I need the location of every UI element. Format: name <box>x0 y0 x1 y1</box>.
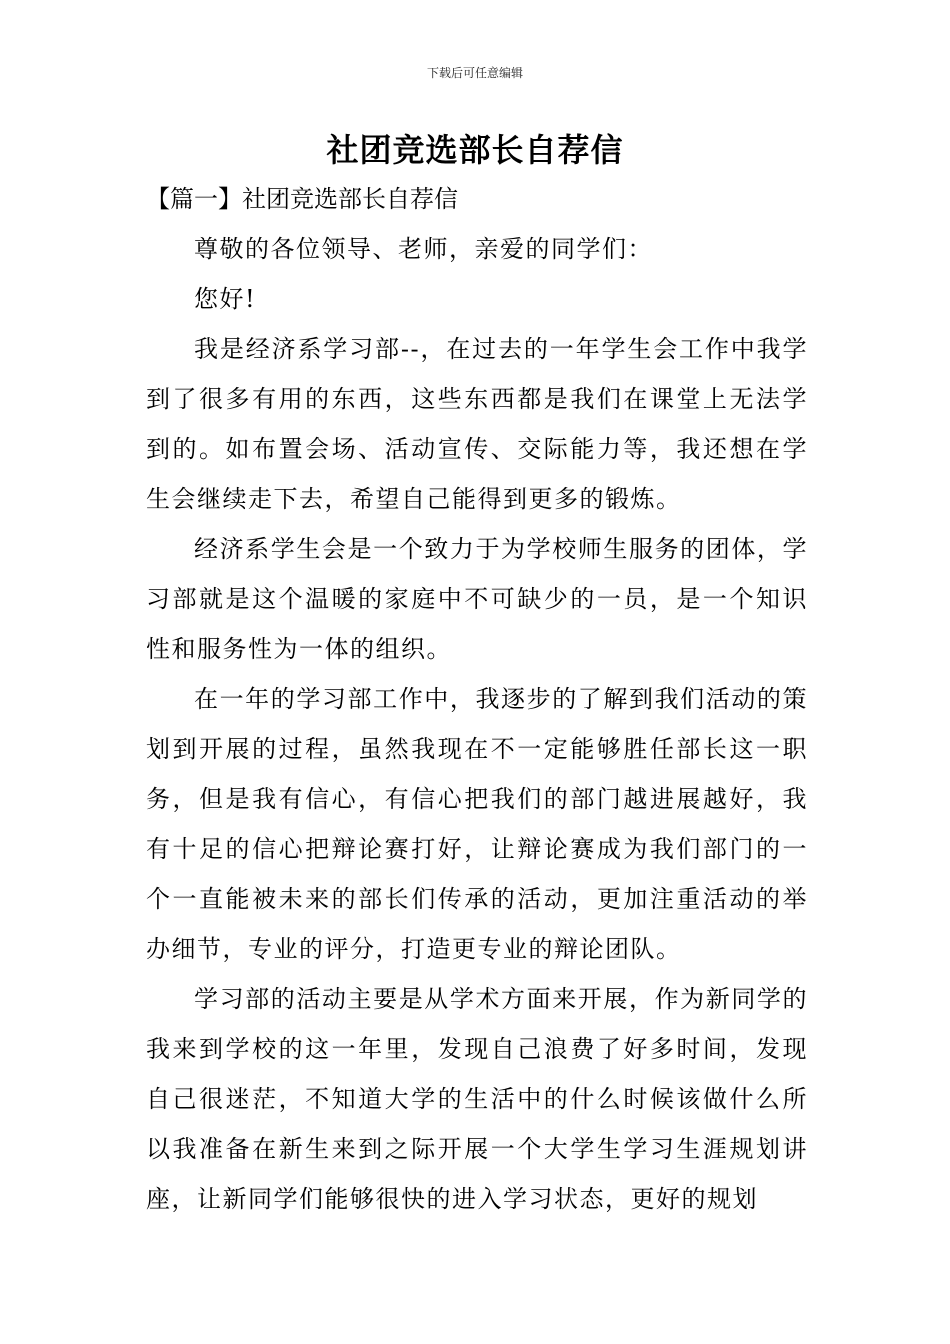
salutation: 尊敬的各位领导、老师，亲爱的同学们： <box>194 235 653 263</box>
body-paragraph: 我是经济系学习部--，在过去的一年学生会工作中我学到了很多有用的东西，这些东西都是我们在课堂上无法学到的。如布置会场、活动宣传、交际能力等，我还想在学生会继续走下去，希望自己能得到更多的锻炼。 <box>146 335 808 513</box>
document-title: 社团竞选部长自荐信 <box>326 131 624 169</box>
body-paragraph: 学习部的活动主要是从学术方面来开展，作为新同学的我来到学校的这一年里，发现自己浪费了好多时间，发现自己很迷茫，不知道大学的生活中的什么时候该做什么所以我准备在新生来到之际开展一个大学生学习生涯规划讲座，让新同学们能够很快的进入学习状态，更好的规划 <box>146 985 808 1213</box>
body-paragraph: 在一年的学习部工作中，我逐步的了解到我们活动的策划到开展的过程，虽然我现在不一定能够胜任部长这一职务，但是我有信心，有信心把我们的部门越进展越好，我有十足的信心把辩论赛打好，让辩论赛成为我们部门的一个一直能被未来的部长们传承的活动，更加注重活动的举办细节，专业的评分，打造更专业的辩论团队。 <box>146 685 808 963</box>
document-body <box>146 224 808 1224</box>
greeting: 您好! <box>194 285 257 313</box>
header-note: 下载后可任意编辑 <box>426 66 523 80</box>
body-paragraph: 经济系学生会是一个致力于为学校师生服务的团体，学习部就是这个温暖的家庭中不可缺少的一员，是一个知识性和服务性为一体的组织。 <box>146 535 808 663</box>
section-heading: 【篇一】社团竞选部长自荐信 <box>146 185 458 213</box>
